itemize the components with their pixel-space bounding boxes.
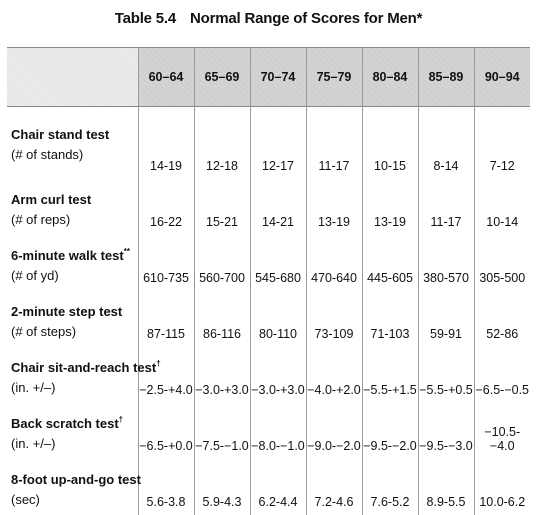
score-cell: 11-17 bbox=[418, 179, 474, 235]
test-name: Back scratch test bbox=[11, 415, 119, 431]
score-cell: 610-735 bbox=[138, 235, 194, 291]
header-corner bbox=[7, 48, 138, 107]
test-unit: (# of reps) bbox=[11, 211, 71, 227]
table-caption: Normal Range of Scores for Men* bbox=[190, 10, 423, 27]
test-name: Chair sit-and-reach test bbox=[11, 359, 157, 375]
table-title bbox=[0, 10, 537, 27]
test-unit: (in. +/–) bbox=[11, 435, 56, 451]
test-unit: (# of yd) bbox=[11, 267, 59, 283]
test-name: 2-minute step test bbox=[11, 303, 123, 319]
footnote-mark: ** bbox=[123, 246, 130, 256]
score-cell: 80-110 bbox=[250, 291, 306, 347]
score-cell: 7.6-5.2 bbox=[362, 459, 418, 515]
score-cell: 445-605 bbox=[362, 235, 418, 291]
score-cell: −5.5-+1.5 bbox=[362, 347, 418, 403]
score-cell: −6.5-+0.0 bbox=[138, 403, 194, 459]
test-name: 6-minute walk test bbox=[11, 247, 124, 263]
test-unit: (# of stands) bbox=[11, 147, 84, 162]
test-label bbox=[7, 347, 161, 403]
test-label bbox=[7, 459, 141, 515]
score-cell: 8.9-5.5 bbox=[418, 459, 474, 515]
score-cell: 52-86 bbox=[474, 291, 530, 347]
test-unit: (in. +/–) bbox=[11, 379, 56, 395]
header-row bbox=[7, 48, 530, 107]
score-cell: 5.6-3.8 bbox=[138, 459, 194, 515]
score-cell: 13-19 bbox=[362, 179, 418, 235]
score-cell: −9.5-−3.0 bbox=[418, 403, 474, 459]
score-cell: 73-109 bbox=[306, 291, 362, 347]
table-row bbox=[7, 291, 530, 347]
age-group-header: 85–89 bbox=[418, 48, 474, 107]
test-unit: (sec) bbox=[11, 491, 40, 507]
test-label bbox=[7, 179, 138, 235]
score-cell: 15-21 bbox=[194, 179, 250, 235]
score-cell: 11-17 bbox=[306, 107, 362, 179]
score-cell: 10-15 bbox=[362, 107, 418, 179]
score-cell: 71-103 bbox=[362, 291, 418, 347]
test-name: 8-foot up-and-go test bbox=[11, 471, 141, 487]
age-group-header: 70–74 bbox=[250, 48, 306, 107]
footnote-mark: † bbox=[118, 414, 124, 424]
test-label bbox=[7, 291, 138, 347]
score-cell: 470-640 bbox=[306, 235, 362, 291]
norms-table bbox=[7, 47, 530, 515]
test-name: Chair stand test bbox=[11, 127, 110, 142]
score-cell: 6.2-4.4 bbox=[250, 459, 306, 515]
table-number: Table 5.4 bbox=[114, 10, 177, 27]
score-cell: −2.5-+4.0 bbox=[138, 347, 194, 403]
score-cell: 545-680 bbox=[250, 235, 306, 291]
score-cell: −7.5-−1.0 bbox=[194, 403, 250, 459]
table-row bbox=[7, 107, 530, 179]
score-cell: 16-22 bbox=[138, 179, 194, 235]
score-cell: 14-19 bbox=[138, 107, 194, 179]
score-cell: 12-17 bbox=[250, 107, 306, 179]
score-cell: 560-700 bbox=[194, 235, 250, 291]
score-cell: −10.5-−4.0 bbox=[474, 403, 530, 459]
score-cell: 380-570 bbox=[418, 235, 474, 291]
score-cell: −9.5-−2.0 bbox=[362, 403, 418, 459]
score-cell: −5.5-+0.5 bbox=[418, 347, 474, 403]
score-cell: 8-14 bbox=[418, 107, 474, 179]
score-cell: −6.5-−0.5 bbox=[474, 347, 530, 403]
score-cell: −3.0-+3.0 bbox=[250, 347, 306, 403]
age-group-header: 60–64 bbox=[138, 48, 194, 107]
age-group-header: 65–69 bbox=[194, 48, 250, 107]
test-name: Arm curl test bbox=[11, 191, 92, 207]
test-label bbox=[7, 107, 138, 179]
table-row bbox=[7, 235, 530, 291]
table-row bbox=[7, 403, 530, 459]
score-cell: −3.0-+3.0 bbox=[194, 347, 250, 403]
test-label bbox=[7, 235, 138, 291]
test-unit: (# of steps) bbox=[11, 323, 77, 339]
score-cell: −9.0-−2.0 bbox=[306, 403, 362, 459]
score-cell: 10-14 bbox=[474, 179, 530, 235]
score-cell: 7-12 bbox=[474, 107, 530, 179]
age-group-header: 90–94 bbox=[474, 48, 530, 107]
test-label bbox=[7, 403, 138, 459]
score-cell: 10.0-6.2 bbox=[474, 459, 530, 515]
score-cell: 5.9-4.3 bbox=[194, 459, 250, 515]
score-cell: 59-91 bbox=[418, 291, 474, 347]
score-cell: 87-115 bbox=[138, 291, 194, 347]
table-row bbox=[7, 459, 530, 515]
score-cell: 14-21 bbox=[250, 179, 306, 235]
score-cell: 305-500 bbox=[474, 235, 530, 291]
score-cell: −4.0-+2.0 bbox=[306, 347, 362, 403]
score-cell: −8.0-−1.0 bbox=[250, 403, 306, 459]
score-cell: 12-18 bbox=[194, 107, 250, 179]
age-group-header: 80–84 bbox=[362, 48, 418, 107]
score-cell: 13-19 bbox=[306, 179, 362, 235]
age-group-header: 75–79 bbox=[306, 48, 362, 107]
score-cell: 7.2-4.6 bbox=[306, 459, 362, 515]
score-cell: 86-116 bbox=[194, 291, 250, 347]
table-row bbox=[7, 347, 530, 403]
footnote-mark: † bbox=[156, 358, 161, 368]
table-row bbox=[7, 179, 530, 235]
